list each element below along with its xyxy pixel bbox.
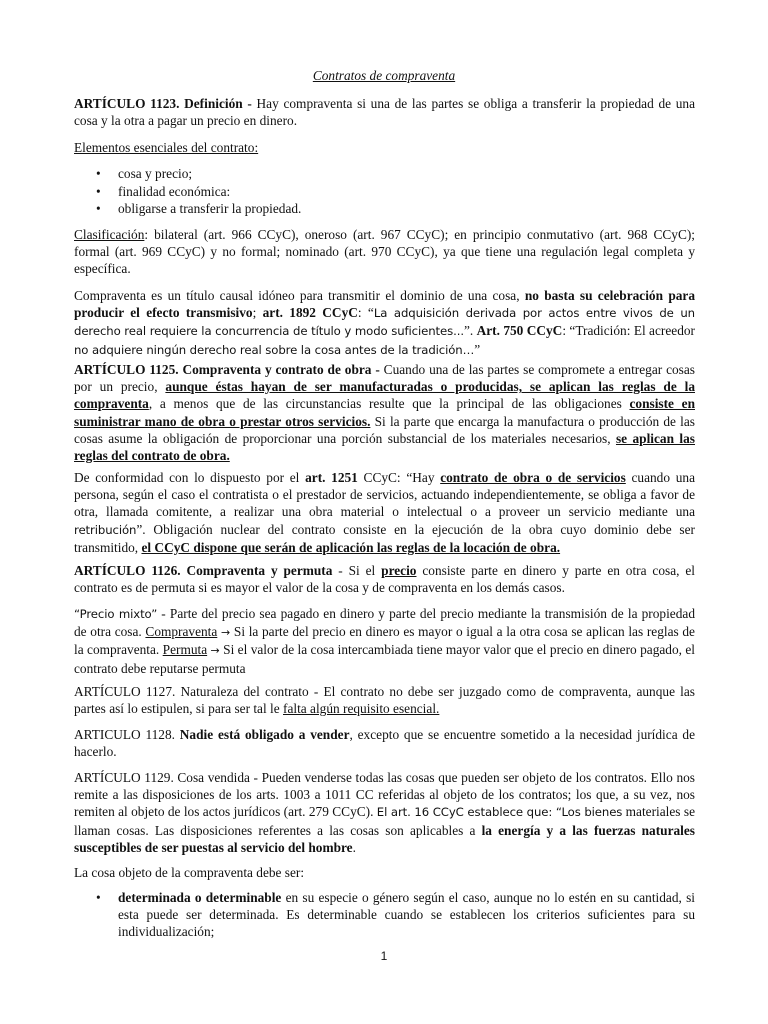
list-item-determinada: • determinada o determinable en su especie o género según el caso, aunque no lo estén en su cantidad, si esta puede ser determinada. Es determinable cuando se establecen los criterios suficientes para su individualización;: [96, 890, 695, 940]
elementos-list: [74, 165, 695, 218]
paragraph-art-1125: ARTÍCULO 1125. Compraventa y contrato de obra - Cuando una de las partes se compromete a entregar cosas por un precio, aunque éstas hayan de ser manufacturadas o producidas, se aplican las reglas de la compraventa, a menos que de las circunstancias resulte que la principal de las obligaciones consiste en suministrar mano de obra o prestar otros servicios. Si la parte que encarga la manufactura o producción de las cosas asume la obligación de proporcionar una porción substancial de los materiales necesarios, se aplican las reglas del contrato de obra.: [74, 362, 695, 464]
list-item: • finalidad económica:: [96, 183, 231, 199]
paragraph-art-1123: ARTÍCULO 1123. Definición - Hay compraventa si una de las partes se obliga a transferir la propiedad de una cosa y la otra a pagar un precio en dinero.: [74, 96, 696, 129]
paragraph-art-1129: ARTÍCULO 1129. Cosa vendida - Pueden venderse todas las cosas que pueden ser objeto de los contratos. Ello nos remite a las disposiciones de los arts. 1003 a 1011 CC referidas al objeto de los contratos; los que, a su vez, nos remiten al objeto de los actos jurídicos (art. 279 CCyC). El art. 16 CCyC establece que: “Los bienes materiales se llaman cosas. Las disposiciones referentes a las cosas son aplicables a la energía y a las fuerzas naturales susceptibles de ser puestas al servicio del hombre.: [74, 770, 695, 855]
paragraph-cosa-objeto: La cosa objeto de la compraventa debe ser:: [74, 865, 305, 880]
heading-art-1123: ARTÍCULO 1123. Definición -: [74, 96, 252, 111]
paragraph-art-1126: ARTÍCULO 1126. Compraventa y permuta - Si el precio consiste parte en dinero y parte en otra cosa, el contrato es de permuta si es mayor el valor de la cosa y de compraventa en los demás casos.: [74, 563, 695, 596]
paragraph-clasificacion: Clasificación: bilateral (art. 966 CCyC), oneroso (art. 967 CCyC); en principio conmutativo (art. 968 CCyC); formal (art. 969 CCyC) y no formal; nominado (art. 970 CCyC), ya que tiene una regulación legal completa y específica.: [74, 227, 695, 277]
list-item: • cosa y precio;: [96, 166, 193, 181]
bullet-icon: •: [96, 183, 101, 199]
paragraph-art-1251: De conformidad con lo dispuesto por el art. 1251 CCyC: “Hay contrato de obra o de servicios cuando una persona, según el caso el contratista o el prestador de servicios, actuando independientemente, se obliga a favor de otra, llamada comitente, a realizar una obra material o intelectual o a proveer un servicio mediante una retribución”. Obligación nuclear del contrato consiste en la ejecución de la obra cuyo dominio debe ser transmitido, el CCyC dispone que serán de aplicación las reglas de la locación de obra.: [74, 470, 695, 555]
arrow-right-icon: →: [221, 626, 231, 640]
paragraph-art-1127: ARTÍCULO 1127. Naturaleza del contrato - El contrato no debe ser juzgado como de compraventa, aunque las partes así lo estipulen, si para ser tal le falta algún requisito esencial.: [74, 684, 695, 717]
paragraph-precio-mixto: “Precio mixto” - Parte del precio sea pagado en dinero y parte del precio mediante la transmisión de la propiedad de otra cosa. Compraventa → Si la parte del precio en dinero es mayor o igual a la otra cosa se aplican las reglas de la compraventa. Permuta → Si el valor de la cosa intercambiada tiene mayor valor que el precio en dinero pagado, el contrato debe reputarse permuta: [74, 606, 695, 676]
elementos-label: Elementos esenciales del contrato:: [74, 140, 259, 155]
paragraph-art-1128: ARTICULO 1128. Nadie está obligado a vender, excepto que se encuentre sometido a la necesidad jurídica de hacerlo.: [74, 727, 696, 760]
arrow-right-icon: →: [210, 644, 220, 658]
document-title: Contratos de compraventa: [312, 68, 456, 83]
bullet-icon: •: [96, 890, 101, 905]
list-item: • obligarse a transferir la propiedad.: [96, 201, 302, 217]
paragraph-titulo-causal: Compraventa es un título causal idóneo para transmitir el dominio de una cosa, no basta su celebración para producir el efecto transmisivo; art. 1892 CCyC: “La adquisición derivada por actos entre vivos de un derecho real requiere la concurrencia de título y modo suficientes...”. Art. 750 CCyC: “Tradición: El acreedor no adquiere ningún derecho real sobre la cosa antes de la tradición…”: [74, 288, 696, 357]
bullet-icon: •: [96, 201, 101, 217]
bullet-icon: •: [96, 166, 101, 181]
page-number: 1: [380, 949, 388, 963]
